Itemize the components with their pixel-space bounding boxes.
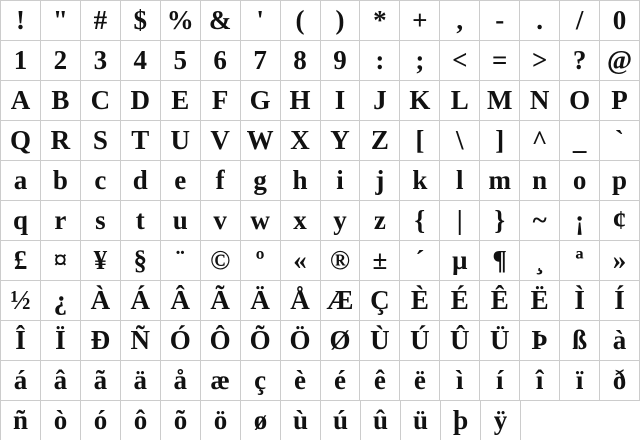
- glyph-cell[interactable]: 9: [321, 41, 361, 81]
- glyph-cell[interactable]: S: [81, 121, 121, 161]
- glyph-cell[interactable]: ~: [520, 201, 560, 241]
- glyph-cell[interactable]: a: [1, 161, 41, 201]
- glyph-cell[interactable]: X: [281, 121, 321, 161]
- glyph-cell[interactable]: w: [241, 201, 281, 241]
- glyph-cell[interactable]: ½: [1, 281, 41, 321]
- glyph-cell[interactable]: <: [440, 41, 480, 81]
- glyph-cell[interactable]: -: [480, 1, 520, 41]
- glyph-cell[interactable]: á: [1, 361, 41, 401]
- glyph-cell[interactable]: è: [281, 361, 321, 401]
- glyph-cell[interactable]: I: [321, 81, 361, 121]
- glyph-cell[interactable]: µ: [440, 241, 480, 281]
- glyph-cell[interactable]: ì: [440, 361, 480, 401]
- glyph-cell[interactable]: ¡: [560, 201, 600, 241]
- glyph-cell[interactable]: !: [1, 1, 41, 41]
- glyph-cell[interactable]: e: [161, 161, 201, 201]
- glyph-row: [1, 361, 640, 401]
- glyph-cell[interactable]: P: [600, 81, 640, 121]
- glyph-cell[interactable]: #: [81, 1, 121, 41]
- glyph-cell[interactable]: À: [81, 281, 121, 321]
- glyph-cell[interactable]: ¨: [161, 241, 201, 281]
- glyph-cell[interactable]: ß: [560, 321, 600, 361]
- glyph-cell[interactable]: L: [440, 81, 480, 121]
- glyph-cell[interactable]: h: [281, 161, 321, 201]
- glyph-cell[interactable]: +: [400, 1, 440, 41]
- glyph-cell[interactable]: m: [480, 161, 520, 201]
- glyph-cell[interactable]: O: [560, 81, 600, 121]
- glyph-cell[interactable]: ã: [81, 361, 121, 401]
- glyph-cell[interactable]: â: [41, 361, 81, 401]
- glyph-cell[interactable]: î: [520, 361, 560, 401]
- glyph-cell[interactable]: Î: [1, 321, 41, 361]
- glyph-cell[interactable]: Ä: [241, 281, 281, 321]
- glyph-cell[interactable]: È: [400, 281, 440, 321]
- glyph-cell[interactable]: ^: [520, 121, 560, 161]
- glyph-cell[interactable]: p: [600, 161, 640, 201]
- glyph-cell[interactable]: ¿: [41, 281, 81, 321]
- glyph-cell[interactable]: õ: [161, 401, 201, 440]
- glyph-cell[interactable]: ù: [281, 401, 321, 440]
- glyph-cell[interactable]: R: [41, 121, 81, 161]
- glyph-cell[interactable]: £: [1, 241, 41, 281]
- glyph-cell[interactable]: 6: [201, 41, 241, 81]
- glyph-cell[interactable]: ;: [400, 41, 440, 81]
- glyph-cell[interactable]: ñ: [1, 401, 41, 440]
- glyph-row: [1, 1, 640, 41]
- glyph-row: [1, 201, 640, 241]
- glyph-cell[interactable]: ï: [560, 361, 600, 401]
- glyph-cell[interactable]: Z: [360, 121, 400, 161]
- glyph-cell[interactable]: Ö: [281, 321, 321, 361]
- glyph-cell[interactable]: ü: [401, 401, 441, 440]
- glyph-cell[interactable]: T: [121, 121, 161, 161]
- glyph-cell[interactable]: ': [241, 1, 281, 41]
- glyph-cell[interactable]: Á: [121, 281, 161, 321]
- glyph-cell[interactable]: ]: [480, 121, 520, 161]
- glyph-cell[interactable]: ç: [241, 361, 281, 401]
- glyph-cell[interactable]: `: [600, 121, 640, 161]
- glyph-cell[interactable]: E: [161, 81, 201, 121]
- glyph-cell[interactable]: Ú: [400, 321, 440, 361]
- glyph-cell[interactable]: »: [600, 241, 640, 281]
- glyph-cell[interactable]: *: [360, 1, 400, 41]
- glyph-cell[interactable]: .: [520, 1, 560, 41]
- glyph-cell[interactable]: k: [400, 161, 440, 201]
- glyph-cell[interactable]: /: [560, 1, 600, 41]
- glyph-cell[interactable]: {: [400, 201, 440, 241]
- glyph-row: [1, 81, 640, 121]
- glyph-cell[interactable]: º: [241, 241, 281, 281]
- glyph-cell[interactable]: ¥: [81, 241, 121, 281]
- glyph-cell[interactable]: Ñ: [121, 321, 161, 361]
- glyph-cell[interactable]: J: [360, 81, 400, 121]
- glyph-cell[interactable]: ô: [121, 401, 161, 440]
- glyph-cell[interactable]: n: [520, 161, 560, 201]
- glyph-cell[interactable]: 0: [600, 1, 640, 41]
- glyph-cell[interactable]: G: [241, 81, 281, 121]
- glyph-cell[interactable]: &: [201, 1, 241, 41]
- glyph-cell[interactable]: >: [520, 41, 560, 81]
- glyph-cell[interactable]: ,: [440, 1, 480, 41]
- glyph-cell[interactable]: H: [281, 81, 321, 121]
- glyph-cell[interactable]: ": [41, 1, 81, 41]
- glyph-cell[interactable]: ©: [201, 241, 241, 281]
- glyph-cell[interactable]: :: [360, 41, 400, 81]
- glyph-cell[interactable]: ó: [81, 401, 121, 440]
- glyph-cell[interactable]: f: [201, 161, 241, 201]
- glyph-row: [1, 321, 640, 361]
- glyph-cell[interactable]: j: [360, 161, 400, 201]
- glyph-cell[interactable]: Ì: [560, 281, 600, 321]
- glyph-cell[interactable]: 5: [161, 41, 201, 81]
- glyph-cell[interactable]: Q: [1, 121, 41, 161]
- glyph-cell[interactable]: u: [161, 201, 201, 241]
- glyph-cell[interactable]: ò: [41, 401, 81, 440]
- glyph-cell[interactable]: 2: [41, 41, 81, 81]
- glyph-cell[interactable]: r: [41, 201, 81, 241]
- glyph-cell[interactable]: (: [281, 1, 321, 41]
- glyph-cell[interactable]: ®: [321, 241, 361, 281]
- glyph-cell[interactable]: Ã: [201, 281, 241, 321]
- glyph-cell[interactable]: N: [520, 81, 560, 121]
- glyph-cell[interactable]: É: [440, 281, 480, 321]
- glyph-row: [1, 241, 640, 281]
- glyph-cell[interactable]: Ï: [41, 321, 81, 361]
- glyph-cell[interactable]: U: [161, 121, 201, 161]
- glyph-cell[interactable]: o: [560, 161, 600, 201]
- glyph-cell[interactable]: Y: [321, 121, 361, 161]
- glyph-cell[interactable]: Í: [600, 281, 640, 321]
- glyph-cell[interactable]: ð: [600, 361, 640, 401]
- glyph-cell[interactable]: Þ: [520, 321, 560, 361]
- glyph-row: [1, 281, 640, 321]
- glyph-cell[interactable]: ª: [560, 241, 600, 281]
- glyph-cell[interactable]: d: [121, 161, 161, 201]
- glyph-cell[interactable]: «: [281, 241, 321, 281]
- glyph-cell[interactable]: ¸: [520, 241, 560, 281]
- glyph-cell[interactable]: à: [600, 321, 640, 361]
- glyph-cell[interactable]: y: [321, 201, 361, 241]
- glyph-cell[interactable]: ú: [321, 401, 361, 440]
- glyph-cell[interactable]: B: [41, 81, 81, 121]
- glyph-row: [1, 161, 640, 201]
- glyph-cell[interactable]: i: [321, 161, 361, 201]
- glyph-cell[interactable]: Ð: [81, 321, 121, 361]
- glyph-cell[interactable]: þ: [441, 401, 481, 440]
- empty-area: [521, 401, 640, 440]
- glyph-cell[interactable]: Ê: [480, 281, 520, 321]
- glyph-cell[interactable]: $: [121, 1, 161, 41]
- glyph-cell[interactable]: é: [321, 361, 361, 401]
- glyph-cell[interactable]: Û: [440, 321, 480, 361]
- glyph-row: [1, 121, 640, 161]
- glyph-cell[interactable]: û: [361, 401, 401, 440]
- glyph-cell[interactable]: l: [440, 161, 480, 201]
- glyph-cell[interactable]: @: [600, 41, 640, 81]
- glyph-cell[interactable]: t: [121, 201, 161, 241]
- glyph-cell[interactable]: x: [281, 201, 321, 241]
- glyph-cell[interactable]: Ë: [520, 281, 560, 321]
- glyph-cell[interactable]: ø: [241, 401, 281, 440]
- glyph-cell[interactable]: Ç: [360, 281, 400, 321]
- glyph-cell[interactable]: 4: [121, 41, 161, 81]
- glyph-cell[interactable]: C: [81, 81, 121, 121]
- glyph-cell[interactable]: ¢: [600, 201, 640, 241]
- glyph-cell[interactable]: ¤: [41, 241, 81, 281]
- glyph-cell[interactable]: å: [161, 361, 201, 401]
- glyph-cell[interactable]: 3: [81, 41, 121, 81]
- glyph-cell[interactable]: Õ: [241, 321, 281, 361]
- glyph-cell[interactable]: Ó: [161, 321, 201, 361]
- glyph-row: [1, 41, 640, 81]
- glyph-cell[interactable]: ¶: [480, 241, 520, 281]
- glyph-cell[interactable]: 8: [281, 41, 321, 81]
- glyph-cell[interactable]: Ù: [360, 321, 400, 361]
- glyph-cell[interactable]: %: [161, 1, 201, 41]
- glyph-cell[interactable]: \: [440, 121, 480, 161]
- glyph-cell[interactable]: ë: [400, 361, 440, 401]
- glyph-cell[interactable]: ?: [560, 41, 600, 81]
- glyph-cell[interactable]: g: [241, 161, 281, 201]
- glyph-cell[interactable]: 1: [1, 41, 41, 81]
- glyph-cell[interactable]: Ô: [201, 321, 241, 361]
- glyph-cell[interactable]: ): [321, 1, 361, 41]
- glyph-cell[interactable]: c: [81, 161, 121, 201]
- glyph-cell[interactable]: [: [400, 121, 440, 161]
- glyph-cell[interactable]: K: [400, 81, 440, 121]
- glyph-cell[interactable]: s: [81, 201, 121, 241]
- glyph-cell[interactable]: D: [121, 81, 161, 121]
- glyph-cell[interactable]: ±: [360, 241, 400, 281]
- glyph-cell[interactable]: í: [480, 361, 520, 401]
- glyph-cell[interactable]: A: [1, 81, 41, 121]
- glyph-cell[interactable]: Æ: [321, 281, 361, 321]
- glyph-cell[interactable]: Â: [161, 281, 201, 321]
- glyph-cell[interactable]: æ: [201, 361, 241, 401]
- glyph-cell[interactable]: z: [360, 201, 400, 241]
- glyph-cell[interactable]: v: [201, 201, 241, 241]
- glyph-cell[interactable]: Å: [281, 281, 321, 321]
- glyph-cell[interactable]: |: [440, 201, 480, 241]
- glyph-cell[interactable]: b: [41, 161, 81, 201]
- glyph-row: [1, 401, 640, 440]
- glyph-cell[interactable]: Ø: [321, 321, 361, 361]
- glyph-cell[interactable]: §: [121, 241, 161, 281]
- glyph-cell[interactable]: V: [201, 121, 241, 161]
- glyph-cell[interactable]: ö: [201, 401, 241, 440]
- glyph-cell[interactable]: 7: [241, 41, 281, 81]
- glyph-cell[interactable]: ê: [360, 361, 400, 401]
- glyph-cell[interactable]: ÿ: [481, 401, 521, 440]
- glyph-cell[interactable]: q: [1, 201, 41, 241]
- glyph-cell[interactable]: M: [480, 81, 520, 121]
- glyph-cell[interactable]: W: [241, 121, 281, 161]
- glyph-cell[interactable]: ä: [121, 361, 161, 401]
- glyph-cell[interactable]: =: [480, 41, 520, 81]
- glyph-cell[interactable]: }: [480, 201, 520, 241]
- glyph-cell[interactable]: _: [560, 121, 600, 161]
- glyph-cell[interactable]: F: [201, 81, 241, 121]
- glyph-cell[interactable]: Ü: [480, 321, 520, 361]
- glyph-cell[interactable]: ´: [400, 241, 440, 281]
